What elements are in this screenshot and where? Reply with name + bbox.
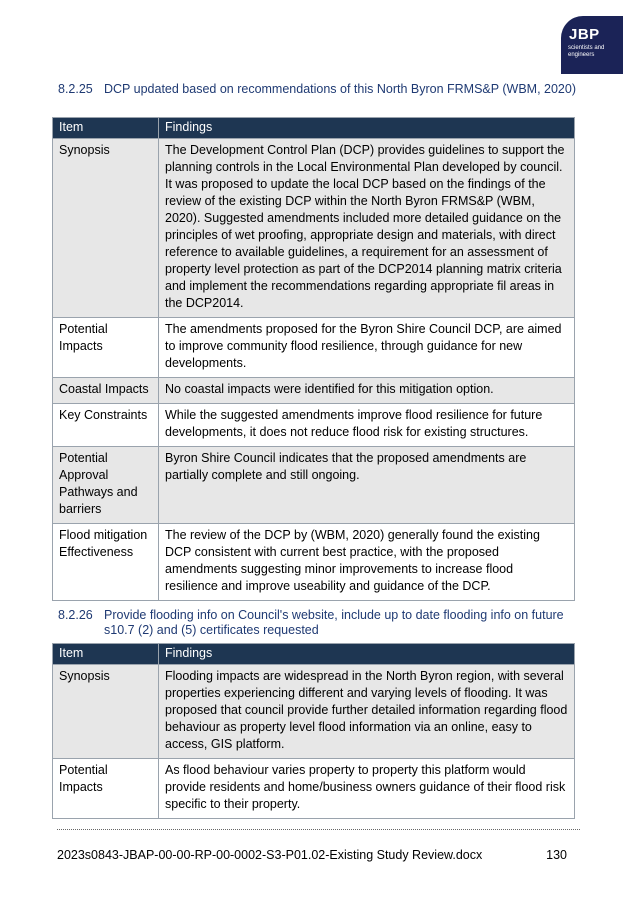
column-header-item: Item [53, 118, 159, 139]
footer-divider [57, 829, 580, 830]
table-row [53, 378, 575, 404]
section-title: DCP updated based on recommendations of this North Byron FRMS&P (WBM, 2020) [104, 82, 576, 96]
findings-table-8-2-25 [52, 117, 575, 601]
logo-brand: JBP [569, 26, 600, 43]
table-row [53, 524, 575, 601]
row-finding: Byron Shire Council indicates that the proposed amendments are partially complete and still ongoing. [159, 447, 575, 524]
column-header-findings: Findings [159, 118, 575, 139]
table-row [53, 404, 575, 447]
row-item: Key Constraints [53, 404, 159, 447]
table-row [53, 447, 575, 524]
row-finding: The amendments proposed for the Byron Shire Council DCP, are aimed to improve community flood resilience, through guidance for new developments. [159, 318, 575, 378]
table-row [53, 665, 575, 759]
row-item: Coastal Impacts [53, 378, 159, 404]
row-finding: The Development Control Plan (DCP) provides guidelines to support the planning controls in the Local Environmental Plan developed by council. It was proposed to update the local DCP based on the findings of the review of the existing DCP within the North Byron FRMS&P (WBM, 2020). Suggested amendments included more detailed guidance on the principles of wet proofing, appropriate design and materials, with direct reference to available guidelines, a requirement for an assessment of property level protection as part of the DCP2014 planning matrix criteria and implement the recommendations regarding appropriate fil areas in the DCP2014. [159, 139, 575, 318]
jbp-logo [561, 16, 623, 74]
column-header-findings: Findings [159, 644, 575, 665]
row-finding: The review of the DCP by (WBM, 2020) generally found the existing DCP consistent with current best practice, with the proposed amendments suggesting minor improvements to increase flood resilience and improve useability and guidance of the DCP. [159, 524, 575, 601]
row-finding: No coastal impacts were identified for this mitigation option. [159, 378, 575, 404]
table-header-row [53, 118, 575, 139]
findings-table-8-2-26 [52, 643, 575, 819]
row-finding: As flood behaviour varies property to property this platform would provide residents and home/business owners guidance of their flood risk specific to their property. [159, 759, 575, 819]
section-number: 8.2.26 [58, 608, 93, 622]
table-row [53, 318, 575, 378]
footer-document-name: 2023s0843-JBAP-00-00-RP-00-0002-S3-P01.02-Existing Study Review.docx [57, 848, 483, 862]
row-item: Synopsis [53, 139, 159, 318]
table-row [53, 759, 575, 819]
row-item: Potential Impacts [53, 318, 159, 378]
row-item: Synopsis [53, 665, 159, 759]
row-finding: Flooding impacts are widespread in the North Byron region, with several properties experiencing different and varying levels of flooding. It was proposed that council provide further detailed information regarding flood behaviour as property level flood information via an online, easy to access, GIS platform. [159, 665, 575, 759]
column-header-item: Item [53, 644, 159, 665]
row-item: Flood mitigation Effectiveness [53, 524, 159, 601]
footer-page-number: 130 [546, 848, 567, 862]
row-item: Potential Approval Pathways and barriers [53, 447, 159, 524]
section-number: 8.2.25 [58, 82, 93, 96]
row-finding: While the suggested amendments improve flood resilience for future developments, it does not reduce flood risk for existing structures. [159, 404, 575, 447]
section-title: Provide flooding info on Council's website, include up to date flooding info on future s10.7 (2) and (5) certificates requested [104, 608, 564, 637]
row-item: Potential Impacts [53, 759, 159, 819]
table-header-row [53, 644, 575, 665]
logo-tagline: scientists and engineers [568, 45, 605, 58]
table-row [53, 139, 575, 318]
